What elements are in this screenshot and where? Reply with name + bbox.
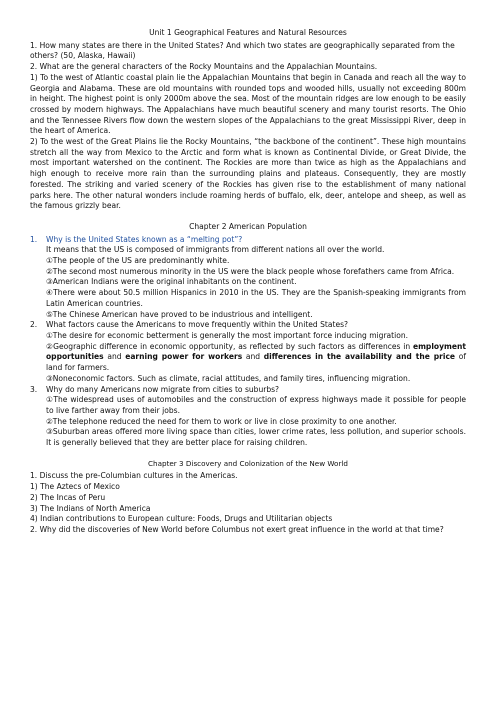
- question-number: 2.: [30, 320, 38, 330]
- list-item: ①The widespread uses of automobiles and the construction of express highways made it possible for people to live farther away from their jobs.: [46, 395, 466, 415]
- question-number: 3.: [30, 384, 38, 394]
- chapter2-answer-2: [30, 331, 466, 385]
- question-text: What factors cause the Americans to move frequently within the United States?: [46, 320, 349, 330]
- list-item: ③Noneconomic factors. Such as climate, racial attitudes, and family tires, influencing migration.: [46, 373, 411, 383]
- question-text: Why do many Americans now migrate from cities to suburbs?: [46, 384, 280, 394]
- chapter2-question-2: [30, 320, 466, 331]
- list-item: ①The people of the US are predominantly white.: [46, 256, 230, 266]
- list-item: ②The telephone reduced the need for them to work or live in close proximity to one another.: [46, 416, 397, 426]
- answer-intro: It means that the US is composed of immigrants from different nations all over the world.: [46, 245, 385, 255]
- chapter3-question-2: 2. Why did the discoveries of New World before Columbus not exert great influence in the world at that time?: [30, 524, 444, 534]
- chapter3-question-1: 1. Discuss the pre-Columbian cultures in the Americas.: [30, 471, 238, 481]
- list-item: ⑤The Chinese American have proved to be industrious and intelligent.: [46, 309, 313, 319]
- list-item: ②Geographic difference in economic opportunity, as reflected by such factors as differences in employment opportunities and earning power for workers and differences in the availability and the price of land for farmers.: [46, 341, 466, 373]
- unit1-question-1: 1. How many states are there in the United States? And which two states are geographically separated from the others? (50, Alaska, Hawaii): [30, 40, 455, 61]
- unit1-answer-rockies: 2) To the west of the Great Plains lie the Rocky Mountains, “the backbone of the continent”. These high mountains stretch all the way from Mexico to the Arctic and form what is known as Continental Divide, or Great Divide, the most important watershed on the continent. The Rockies are more than twice as high as the Appalachians and high enough to receive more rain than the surrounding plains and plateaus. Consequently, they are mostly forested. The striking and varied scenery of the Rockies has given rise to the establishment of many national parks here. The other natural wonders include roaming herds of buffalo, elk, deer, antelope and sheep, as well as the famous grizzly bear.: [30, 137, 466, 211]
- list-item: ②The second most numerous minority in the US were the black people whose forefathers came from Africa.: [46, 266, 455, 276]
- chapter2-answer-1: [30, 245, 466, 320]
- unit1-answer-appalachians: 1) To the west of Atlantic coastal plain lie the Appalachian Mountains that begin in Canada and reach all the way to Georgia and Alabama. These are old mountains with rounded tops and wooded hills, usually not exceeding 800m in height. The highest point is only 2000m above the sea. Most of the mountain ridges are low enough to be easily crossed by modern highways. The Appalachians have much beautiful scenery and many tourist resorts. The Ohio and the Tennessee Rivers flow down the western slopes of the Appalachians to the great Mississippi River, deep in the heart of America.: [30, 72, 466, 136]
- chapter2-question-list: [30, 235, 466, 449]
- unit1-title: Unit 1 Geographical Features and Natural Resources: [149, 28, 347, 37]
- chapter2-question-1: [30, 235, 466, 246]
- question-number: 1.: [30, 234, 38, 244]
- list-item: 4) Indian contributions to European culture: Foods, Drugs and Utilitarian objects: [30, 514, 333, 524]
- list-item: ③American Indians were the original inhabitants on the continent.: [46, 277, 297, 287]
- list-item: 3) The Indians of North America: [30, 503, 151, 513]
- chapter2-question-3: [30, 385, 466, 396]
- list-item: 2) The Incas of Peru: [30, 492, 106, 502]
- list-item: ①The desire for economic betterment is generally the most important force inducing migration.: [46, 330, 409, 340]
- chapter2-title: Chapter 2 American Population: [189, 221, 307, 231]
- list-item: 1) The Aztecs of Mexico: [30, 482, 120, 492]
- chapter2-answer-3: [30, 395, 466, 449]
- list-item: ④There were about 50.5 million Hispanics in 2010 in the US. They are the Spanish-speaking immigrants from Latin American countries.: [46, 288, 466, 308]
- unit1-question-2: 2. What are the general characters of the Rocky Mountains and the Appalachian Mountains.: [30, 62, 378, 72]
- chapter3-title: Chapter 3 Discovery and Colonization of the New World: [148, 458, 348, 468]
- list-item: ③Suburban areas offered more living space than cities, lower crime rates, less pollution, and superior schools. It is generally believed that they are better place for raising children.: [46, 427, 466, 448]
- question-text: Why is the United States known as a “melting pot”?: [46, 234, 243, 244]
